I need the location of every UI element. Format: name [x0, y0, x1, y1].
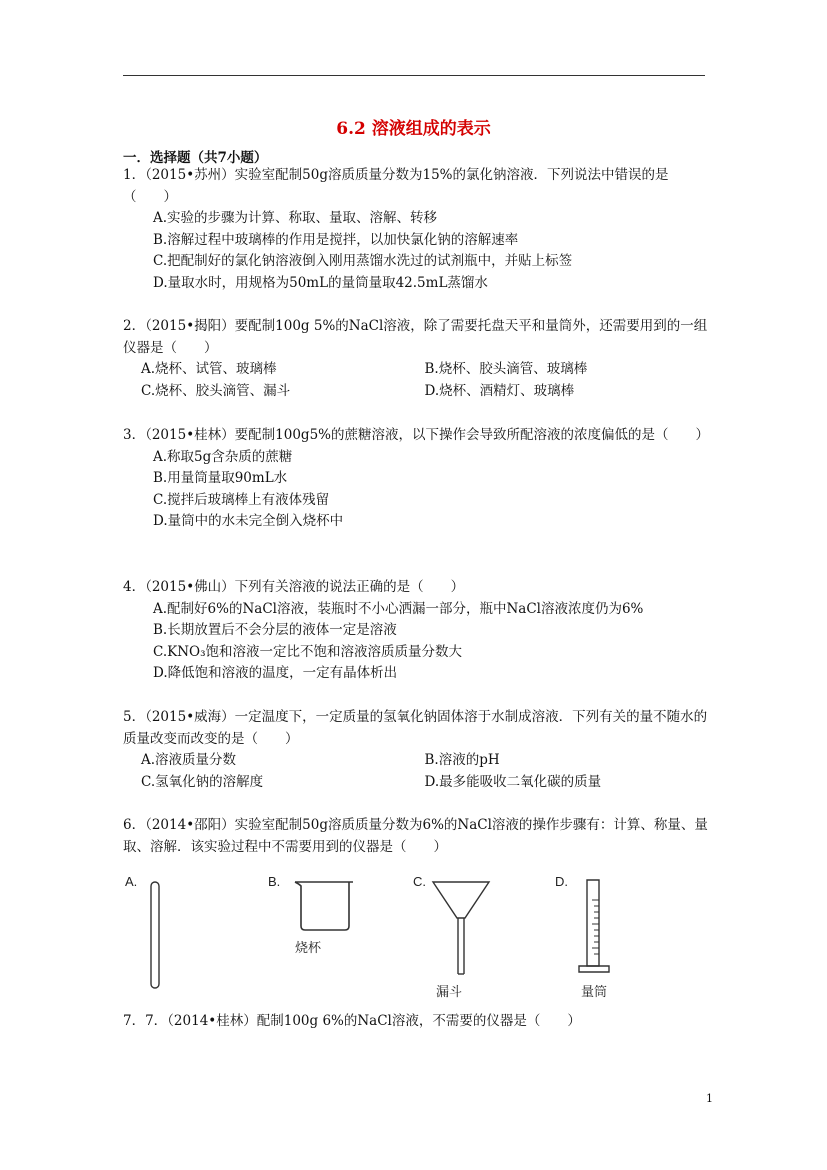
option-c: C.氢氧化钠的溶解度 — [141, 773, 264, 790]
graduated-cylinder-icon — [579, 880, 609, 972]
question-2 — [123, 316, 708, 402]
option-c: C.搅拌后玻璃棒上有液体残留 — [153, 491, 330, 508]
option-c: C.烧杯、胶头滴管、漏斗 — [141, 382, 291, 399]
page-number: 1 — [706, 1092, 713, 1105]
option-d: D.最多能吸收二氧化碳的质量 — [424, 773, 602, 790]
option-b: B.溶解过程中玻璃棒的作用是搅拌，以加快氯化钠的溶解速率 — [153, 231, 519, 248]
label-b: B. — [268, 874, 281, 889]
option-row — [123, 772, 708, 794]
beaker-icon — [295, 882, 353, 930]
question-stem: 3．（2015•桂林）要配制100g5%的蔗糖溶液，以下操作会导致所配溶液的浓度偏低的是（ ） — [123, 427, 709, 443]
option-a: A.实验的步骤为计算、称取、量取、溶解、转移 — [153, 210, 438, 226]
question-3 — [123, 425, 708, 533]
option-row — [123, 750, 708, 772]
option-b: B.用量筒量取90mL水 — [153, 470, 288, 486]
question-1 — [123, 165, 708, 294]
option-row — [123, 359, 708, 381]
option-row — [123, 381, 708, 403]
question-stem: 6．（2014•邵阳）实验室配制50g溶质质量分数为6%的NaCl溶液的操作步骤有：计算、称量、量取、溶解．该实验过程中不需要用到的仪器是（ ） — [123, 817, 708, 855]
option-a: A.配制好6%的NaCl溶液，装瓶时不小心洒漏一部分，瓶中NaCl溶液浓度仍为6% — [153, 600, 644, 617]
glass-rod-icon — [151, 882, 159, 988]
apparatus-svg — [123, 870, 708, 1000]
question-5 — [123, 707, 708, 793]
section-heading: 一．选择题（共7小题） — [123, 150, 268, 166]
question-7 — [123, 1011, 708, 1033]
option-b: B.长期放置后不会分层的液体一定是溶液 — [153, 622, 397, 638]
option-d: D.降低饱和溶液的温度，一定有晶体析出 — [153, 665, 398, 681]
question-6 — [123, 815, 708, 858]
apparatus-figure — [123, 870, 708, 1000]
page-title: 6.2 溶液组成的表示 — [336, 119, 491, 139]
header-rule — [123, 75, 705, 76]
funnel-icon — [433, 882, 489, 974]
caption-cylinder: 量筒 — [581, 984, 608, 999]
option-d: D.量筒中的水未完全倒入烧杯中 — [153, 513, 344, 529]
option-c: C.把配制好的氯化钠溶液倒入刚用蒸馏水洗过的试剂瓶中，并贴上标签 — [153, 253, 573, 269]
option-d: D.烧杯、酒精灯、玻璃棒 — [424, 382, 575, 399]
question-stem: 4．（2015•佛山）下列有关溶液的说法正确的是（ ） — [123, 579, 465, 595]
option-d: D.量取水时，用规格为50mL的量筒量取42.5mL蒸馏水 — [153, 274, 488, 291]
question-stem: 7．7．（2014•桂林）配制100g 6%的NaCl溶液，不需要的仪器是（ ） — [123, 1013, 581, 1029]
option-a: A.溶液质量分数 — [141, 752, 237, 768]
caption-funnel: 漏斗 — [436, 984, 463, 999]
label-a: A. — [125, 874, 138, 889]
question-stem: 5．（2015•威海）一定温度下，一定质量的氢氧化钠固体溶于水制成溶液．下列有关的量不随水的质量改变而改变的是（ ） — [123, 709, 708, 747]
option-a: A.烧杯、试管、玻璃棒 — [141, 361, 277, 377]
question-4 — [123, 577, 708, 685]
option-c: C.KNO₃饱和溶液一定比不饱和溶液溶质质量分数大 — [153, 643, 463, 660]
question-stem: 1．（2015•苏州）实验室配制50g溶质质量分数为15%的氯化钠溶液．下列说法中错误的是（ ） — [123, 167, 669, 205]
option-b: B.烧杯、胶头滴管、玻璃棒 — [424, 361, 588, 377]
label-c: C. — [413, 874, 426, 889]
caption-beaker: 烧杯 — [295, 940, 322, 955]
label-d: D. — [555, 874, 568, 889]
question-stem: 2．（2015•揭阳）要配制100g 5%的NaCl溶液，除了需要托盘天平和量筒外，还需要用到的一组仪器是（ ） — [123, 318, 708, 356]
option-a: A.称取5g含杂质的蔗糖 — [153, 448, 293, 465]
option-b: B.溶液的pH — [424, 752, 500, 768]
